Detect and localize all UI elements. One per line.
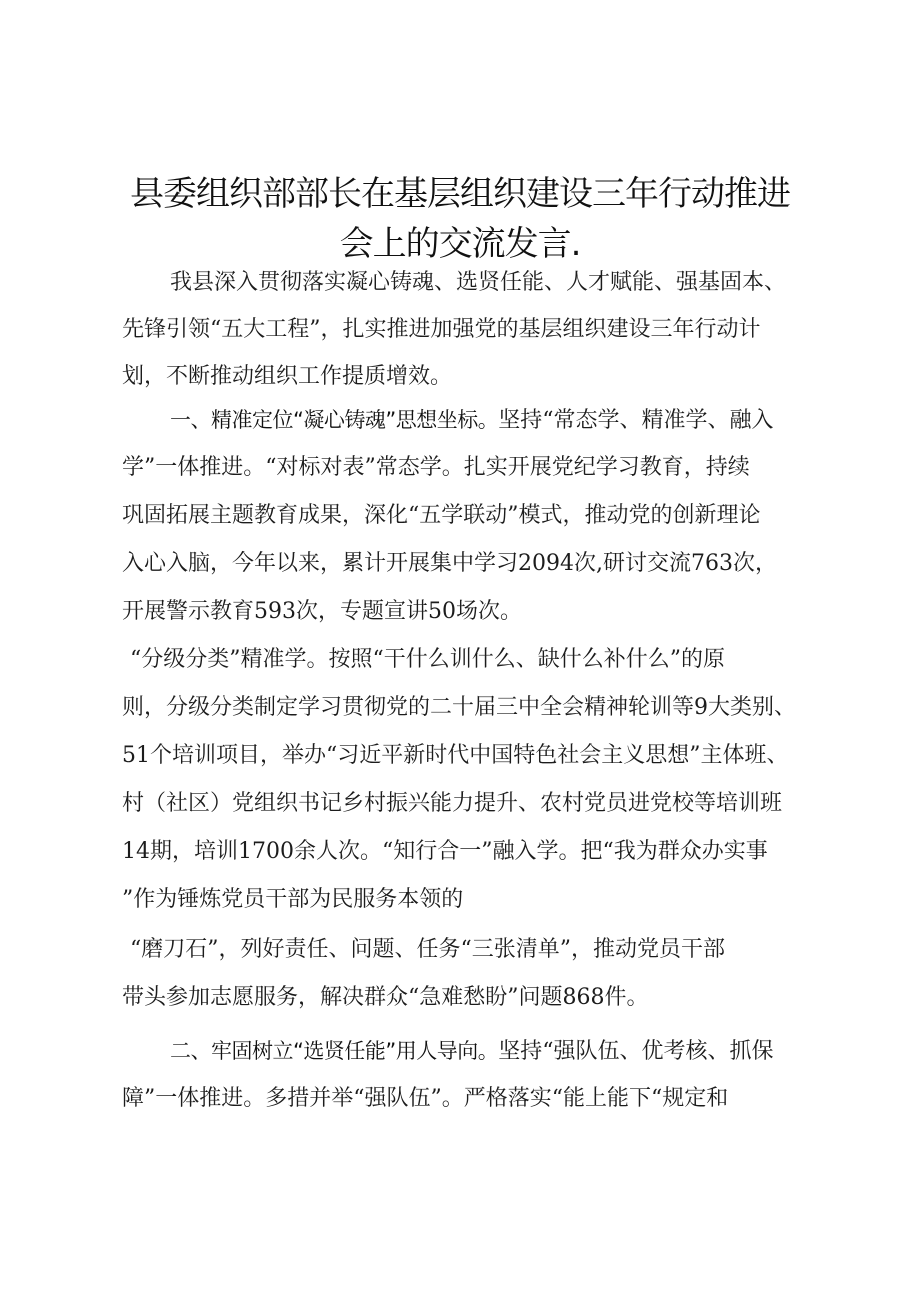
section-2-first-line <box>170 1036 774 1067</box>
section-1b-line-2: 则，分级分类制定学习贯彻党的二十届三中全会精神轮训等9大类别、 <box>122 695 796 720</box>
section-1-line-5: 开展警示教育593次，专题宣讲50场次。 <box>122 599 522 624</box>
intro-line-1: 我县深入贯彻落实凝心铸魂、选贤任能、人才赋能、强基固本、 <box>170 270 787 295</box>
document-title-line-1: 县委组织部部长在基层组织建设三年行动推进 <box>130 174 790 214</box>
section-2-line-1-text: 坚持“强队伍、优考核、抓保 <box>498 1039 774 1064</box>
section-1b-line-1: “分级分类”精准学。按照“干什么训什么、缺什么补什么”的原 <box>130 647 725 672</box>
document-title-line-2: 会上的交流发言. <box>339 224 581 264</box>
intro-line-2: 先锋引领“五大工程”，扎实推进加强党的基层组织建设三年行动计 <box>122 317 761 342</box>
section-1b-line-3: 51个培训项目，举办“习近平新时代中国特色社会主义思想”主体班、 <box>122 743 789 768</box>
section-1-first-line <box>170 405 774 436</box>
section-1-line-4: 入心入脑，今年以来，累计开展集中学习2094次,研讨交流763次， <box>122 551 777 576</box>
section-1-line-3: 巩固拓展主题教育成果，深化“五学联动”模式，推动党的创新理论 <box>122 503 761 528</box>
intro-line-3: 划，不断推动组织工作提质增效。 <box>122 364 453 389</box>
section-1b-line-5: 14期，培训1700余人次。“知行合一”融入学。把“我为群众办实事 <box>122 839 768 864</box>
section-1-line-1-text: 坚持“常态学、精准学、融入 <box>498 408 774 433</box>
section-2-heading: 二、牢固树立“选贤任能”用人导向。 <box>170 1039 499 1063</box>
section-1-line-2: 学”一体推进。“对标对表”常态学。扎实开展党纪学习教育，持续 <box>122 455 750 480</box>
section-1c-line-2: 带头参加志愿服务，解决群众“急难愁盼”问题868件。 <box>122 985 649 1010</box>
section-2-line-2: 障”一体推进。多措并举“强队伍”。严格落实“能上能下“规定和 <box>122 1086 729 1111</box>
section-1c-line-1: “磨刀石”，列好责任、问题、任务“三张清单”，推动党员干部 <box>130 937 725 962</box>
section-1b-line-4: 村（社区）党组织书记乡村振兴能力提升、农村党员进党校等培训班 <box>122 791 783 816</box>
section-1-heading: 一、精准定位“凝心铸魂”思想坐标。 <box>170 408 499 432</box>
section-1b-line-6: ”作为锤炼党员干部为民服务本领的 <box>122 887 464 912</box>
